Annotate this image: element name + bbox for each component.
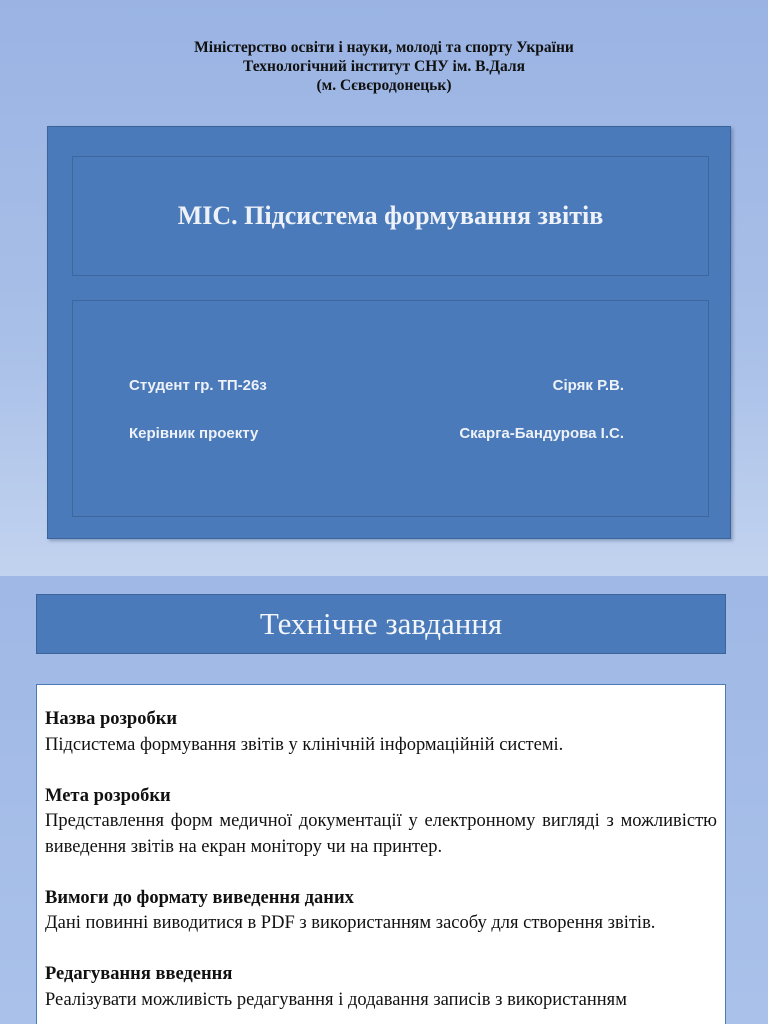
section-text: Реалізувати можливість редагування і додавання записів з використанням: [45, 989, 627, 1010]
technical-task-body: [36, 684, 726, 1024]
supervisor-row: [129, 425, 624, 445]
title-box: [72, 156, 709, 276]
technical-task-title: Технічне завдання: [259, 606, 503, 641]
section-output-format: [45, 886, 717, 937]
section-editing: [45, 962, 717, 1013]
slide-title: МІС. Підсистема формування звітів: [177, 201, 604, 230]
technical-task-slide: [0, 576, 768, 1024]
technical-task-header: [36, 594, 726, 654]
student-name: Сіряк Р.В.: [552, 377, 624, 394]
institution-header: [0, 38, 768, 95]
section-heading: Мета розробки: [45, 785, 171, 806]
section-goal: [45, 784, 717, 861]
section-name: [45, 707, 717, 758]
supervisor-name: Скарга-Бандурова І.С.: [459, 425, 624, 442]
supervisor-label: Керівник проекту: [129, 425, 259, 442]
student-label: Студент гр. ТП-26з: [129, 377, 267, 394]
section-heading: Вимоги до формату виведення даних: [45, 887, 354, 908]
title-panel: [47, 126, 731, 539]
section-text: Дані повинні виводитися в PDF з використанням засобу для створення звітів.: [45, 913, 656, 933]
section-text: Підсистема формування звітів у клінічній інформаційній системі.: [45, 734, 564, 755]
institute-line: Технологічний інститут СНУ ім. В.Даля: [242, 58, 525, 75]
city-line: (м. Сєвєродонецьк): [316, 77, 452, 94]
student-row: [129, 377, 624, 397]
section-heading: Редагування введення: [45, 964, 233, 984]
ministry-line: Міністерство освіти і науки, молоді та спорту України: [194, 39, 574, 56]
section-text: Представлення форм медичної документації у електронному вигляді з можливістю виведення звітів на екран монітору чи на принтер.: [45, 811, 717, 857]
author-info-box: [72, 300, 709, 517]
section-heading: Назва розробки: [45, 709, 178, 729]
